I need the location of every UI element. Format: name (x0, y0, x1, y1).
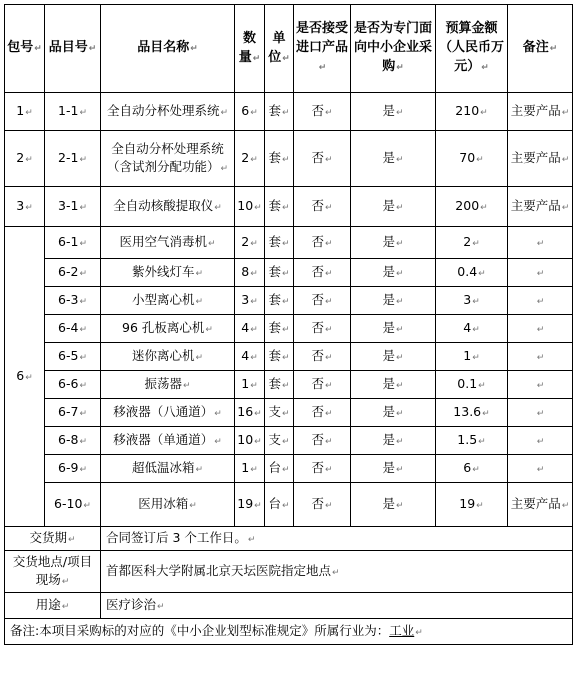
cell-no: 1-1↵ (45, 93, 101, 131)
cell-name: 96 孔板离心机↵ (101, 315, 235, 343)
table-row (5, 227, 573, 259)
table-row (5, 187, 573, 227)
cell-sme: 是↵ (351, 483, 436, 527)
header-import: 是否接受进口产品↵ (294, 5, 351, 93)
cell-pkg: 3↵ (5, 187, 45, 227)
cell-name: 移液器（八通道）↵ (101, 399, 235, 427)
cell-budget: 0.4↵ (436, 259, 508, 287)
use-label: 用途↵ (5, 593, 101, 619)
cell-qty: 1↵ (235, 371, 265, 399)
header-item-name: 品目名称↵ (101, 5, 235, 93)
table-row (5, 399, 573, 427)
cell-budget: 19↵ (436, 483, 508, 527)
table-row (5, 131, 573, 187)
cell-remark: 主要产品↵ (508, 187, 573, 227)
cell-sme: 是↵ (351, 187, 436, 227)
cell-budget: 1.5↵ (436, 427, 508, 455)
cell-remark: ↵ (508, 371, 573, 399)
cell-remark: 主要产品↵ (508, 483, 573, 527)
cell-no: 6-6↵ (45, 371, 101, 399)
table-row (5, 93, 573, 131)
cell-no: 6-7↵ (45, 399, 101, 427)
cell-qty: 2↵ (235, 227, 265, 259)
cell-remark: ↵ (508, 259, 573, 287)
cell-name: 移液器（单通道）↵ (101, 427, 235, 455)
cell-name: 小型离心机↵ (101, 287, 235, 315)
cell-qty: 4↵ (235, 315, 265, 343)
cell-unit: 套↵ (265, 343, 294, 371)
cell-import: 否↵ (294, 399, 351, 427)
cell-remark: ↵ (508, 427, 573, 455)
cell-budget: 200↵ (436, 187, 508, 227)
cell-name: 全自动分杯处理系统↵ (101, 93, 235, 131)
cell-import: 否↵ (294, 287, 351, 315)
cell-no: 6-9↵ (45, 455, 101, 483)
header-sme: 是否为专门面向中小企业采购↵ (351, 5, 436, 93)
cell-remark: ↵ (508, 455, 573, 483)
table-row (5, 315, 573, 343)
cell-budget: 0.1↵ (436, 371, 508, 399)
cell-name: 振荡器↵ (101, 371, 235, 399)
cell-unit: 套↵ (265, 227, 294, 259)
cell-qty: 6↵ (235, 93, 265, 131)
cell-sme: 是↵ (351, 259, 436, 287)
table-row (5, 371, 573, 399)
cell-qty: 10↵ (235, 427, 265, 455)
cell-no: 6-10↵ (45, 483, 101, 527)
cell-budget: 3↵ (436, 287, 508, 315)
cell-qty: 3↵ (235, 287, 265, 315)
cell-sme: 是↵ (351, 315, 436, 343)
cell-name: 超低温冰箱↵ (101, 455, 235, 483)
note-industry: 工业 (389, 622, 415, 638)
table-row (5, 259, 573, 287)
cell-import: 否↵ (294, 259, 351, 287)
cell-remark: ↵ (508, 227, 573, 259)
cell-unit: 支↵ (265, 427, 294, 455)
cell-name: 全自动核酸提取仪↵ (101, 187, 235, 227)
cell-import: 否↵ (294, 483, 351, 527)
cell-sme: 是↵ (351, 343, 436, 371)
cell-no: 3-1↵ (45, 187, 101, 227)
header-qty: 数量↵ (235, 5, 265, 93)
cell-qty: 16↵ (235, 399, 265, 427)
note-row (5, 619, 573, 645)
cell-name: 全自动分杯处理系统（含试剂分配功能）↵ (101, 131, 235, 187)
cell-unit: 套↵ (265, 93, 294, 131)
place-row (5, 551, 573, 593)
cell-remark: 主要产品↵ (508, 93, 573, 131)
cell-qty: 10↵ (235, 187, 265, 227)
cell-unit: 套↵ (265, 371, 294, 399)
cell-name: 迷你离心机↵ (101, 343, 235, 371)
cell-pkg: 2↵ (5, 131, 45, 187)
header-budget: 预算金额（人民币万元）↵ (436, 5, 508, 93)
cell-budget: 6↵ (436, 455, 508, 483)
delivery-label: 交货期↵ (5, 527, 101, 551)
cell-sme: 是↵ (351, 455, 436, 483)
table-row (5, 287, 573, 315)
cell-name: 医用空气消毒机↵ (101, 227, 235, 259)
cell-name: 紫外线灯车↵ (101, 259, 235, 287)
cell-pkg: 1↵ (5, 93, 45, 131)
cell-sme: 是↵ (351, 227, 436, 259)
cell-no: 6-2↵ (45, 259, 101, 287)
cell-unit: 台↵ (265, 455, 294, 483)
cell-import: 否↵ (294, 343, 351, 371)
cell-pkg: 6↵ (5, 227, 45, 527)
cell-no: 6-5↵ (45, 343, 101, 371)
cell-import: 否↵ (294, 227, 351, 259)
header-item-no: 品目号↵ (45, 5, 101, 93)
cell-budget: 1↵ (436, 343, 508, 371)
cell-no: 6-8↵ (45, 427, 101, 455)
cell-sme: 是↵ (351, 399, 436, 427)
delivery-row (5, 527, 573, 551)
cell-no: 6-3↵ (45, 287, 101, 315)
cell-unit: 台↵ (265, 483, 294, 527)
cell-budget: 210↵ (436, 93, 508, 131)
cell-name: 医用冰箱↵ (101, 483, 235, 527)
header-pkg: 包号↵ (5, 5, 45, 93)
cell-import: 否↵ (294, 315, 351, 343)
cell-import: 否↵ (294, 93, 351, 131)
cell-remark: ↵ (508, 315, 573, 343)
header-row (5, 5, 573, 93)
procurement-table (4, 4, 573, 645)
cell-import: 否↵ (294, 131, 351, 187)
note-text: 备注:本项目采购标的对应的《中小企业划型标准规定》所属行业为：工业↵ (5, 619, 573, 645)
cell-unit: 套↵ (265, 131, 294, 187)
cell-qty: 19↵ (235, 483, 265, 527)
cell-no: 2-1↵ (45, 131, 101, 187)
cell-budget: 4↵ (436, 315, 508, 343)
cell-unit: 支↵ (265, 399, 294, 427)
table-row (5, 455, 573, 483)
cell-remark: ↵ (508, 287, 573, 315)
cell-unit: 套↵ (265, 315, 294, 343)
cell-budget: 2↵ (436, 227, 508, 259)
cell-import: 否↵ (294, 427, 351, 455)
cell-sme: 是↵ (351, 287, 436, 315)
cell-remark: ↵ (508, 399, 573, 427)
cell-remark: ↵ (508, 343, 573, 371)
cell-qty: 2↵ (235, 131, 265, 187)
cell-sme: 是↵ (351, 427, 436, 455)
cell-qty: 4↵ (235, 343, 265, 371)
cell-unit: 套↵ (265, 259, 294, 287)
cell-sme: 是↵ (351, 131, 436, 187)
use-row (5, 593, 573, 619)
cell-sme: 是↵ (351, 93, 436, 131)
table-row (5, 427, 573, 455)
cell-budget: 70↵ (436, 131, 508, 187)
cell-qty: 8↵ (235, 259, 265, 287)
header-unit: 单位↵ (265, 5, 294, 93)
cell-import: 否↵ (294, 187, 351, 227)
cell-no: 6-4↵ (45, 315, 101, 343)
table-row (5, 343, 573, 371)
cell-no: 6-1↵ (45, 227, 101, 259)
table-row (5, 483, 573, 527)
cell-budget: 13.6↵ (436, 399, 508, 427)
cell-import: 否↵ (294, 371, 351, 399)
cell-import: 否↵ (294, 455, 351, 483)
place-label: 交货地点/项目现场↵ (5, 551, 101, 593)
cell-unit: 套↵ (265, 287, 294, 315)
place-value: 首都医科大学附属北京天坛医院指定地点↵ (101, 551, 573, 593)
delivery-value: 合同签订后 3 个工作日。↵ (101, 527, 573, 551)
cell-remark: 主要产品↵ (508, 131, 573, 187)
cell-sme: 是↵ (351, 371, 436, 399)
cell-qty: 1↵ (235, 455, 265, 483)
header-remark: 备注↵ (508, 5, 573, 93)
cell-unit: 套↵ (265, 187, 294, 227)
use-value: 医疗诊治↵ (101, 593, 573, 619)
